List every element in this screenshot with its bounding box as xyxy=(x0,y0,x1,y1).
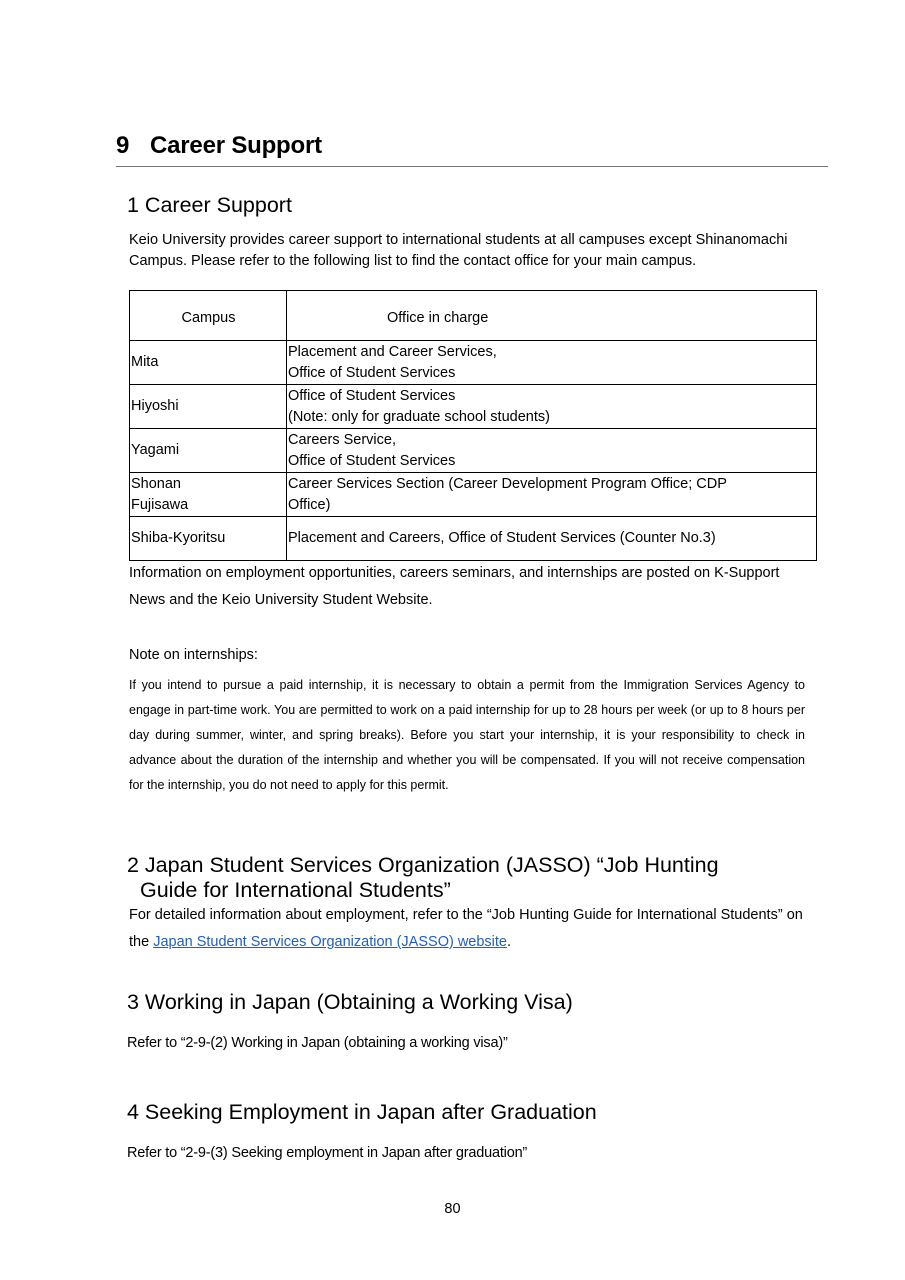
table-row xyxy=(130,341,817,385)
page-number: 80 xyxy=(444,1201,461,1217)
internship-note-title: Note on internships: xyxy=(129,647,258,663)
chapter-divider xyxy=(116,166,828,167)
table-row xyxy=(130,385,817,429)
office-line: Placement and Career Services, xyxy=(288,344,497,360)
campus-name: Shiba-Kyoritsu xyxy=(131,530,226,547)
office-cell xyxy=(287,341,817,385)
section-4-text: Refer to “2-9-(3) Seeking employment in Japan after graduation” xyxy=(127,1145,528,1161)
section-1-heading: 1 Career Support xyxy=(127,193,292,217)
section-2-text-before: For detailed information about employment, refer to the “Job Hunting Guide for International Students” on the xyxy=(129,907,803,950)
jasso-website-link[interactable]: Japan Student Services Organization (JASSO) website xyxy=(153,934,508,950)
section-2-text xyxy=(129,902,809,956)
section-1-info: Information on employment opportunities, careers seminars, and internships are posted on K-Support News and the Keio University Student Website. xyxy=(129,565,780,608)
campus-name: Mita xyxy=(131,354,159,371)
header-campus: Campus xyxy=(130,291,287,341)
section-2-heading-line-2: Guide for International Students” xyxy=(140,878,451,902)
chapter-title-text: Career Support xyxy=(150,132,322,159)
section-2-heading-line-1: 2 Japan Student Services Organization (JASSO) “Job Hunting xyxy=(127,853,719,877)
section-2-text-after: . xyxy=(507,934,512,950)
campus-cell xyxy=(130,517,287,561)
header-office: Office in charge xyxy=(287,291,817,341)
table-row xyxy=(130,473,817,517)
office-cell xyxy=(287,385,817,429)
campus-cell xyxy=(130,341,287,385)
chapter-title xyxy=(116,132,322,160)
section-4-heading: 4 Seeking Employment in Japan after Graduation xyxy=(127,1100,597,1124)
campus-cell xyxy=(130,429,287,473)
table-row xyxy=(130,429,817,473)
table-row xyxy=(130,517,817,561)
table-header-row xyxy=(130,291,817,341)
campus-name: Yagami xyxy=(131,442,180,459)
office-line: Office of Student Services xyxy=(288,388,456,404)
campus-cell xyxy=(130,385,287,429)
office-line: Placement and Careers, Office of Student Services (Counter No.3) xyxy=(288,530,716,547)
office-line: Careers Service, xyxy=(288,432,396,448)
campus-name: Shonan xyxy=(131,476,181,492)
office-cell xyxy=(287,473,817,517)
section-3-heading: 3 Working in Japan (Obtaining a Working Visa) xyxy=(127,990,573,1014)
office-line: Career Services Section (Career Development Program Office; CDP xyxy=(288,476,727,492)
chapter-number: 9 xyxy=(116,132,130,159)
section-3-text: Refer to “2-9-(2) Working in Japan (obtaining a working visa)” xyxy=(127,1035,508,1051)
section-1-intro: Keio University provides career support to international students at all campuses except Shinanomachi Campus. Please refer to the following list to find the contact office for your main campus. xyxy=(129,232,788,269)
contact-office-table xyxy=(129,290,817,561)
section-2-heading xyxy=(127,853,719,903)
office-cell xyxy=(287,517,817,561)
campus-cell xyxy=(130,473,287,517)
office-cell xyxy=(287,429,817,473)
office-line: Office of Student Services xyxy=(288,452,456,469)
internship-note-body: If you intend to pursue a paid internship, it is necessary to obtain a permit from the Immigration Services Agency to engage in part-time work. You are permitted to work on a paid internship for up to 28 hours per week (or up to 8 hours per day during summer, winter, and spring breaks). Before you start your internship, it is your responsibility to check in advance about the duration of the internship and whether you will be compensated. If you will not receive compensation for the internship, you do not need to apply for this permit. xyxy=(129,678,805,792)
office-line: (Note: only for graduate school students) xyxy=(288,408,550,425)
campus-name: Fujisawa xyxy=(131,496,189,513)
office-line: Office) xyxy=(288,496,331,513)
campus-name: Hiyoshi xyxy=(131,398,179,415)
office-line: Office of Student Services xyxy=(288,364,456,381)
